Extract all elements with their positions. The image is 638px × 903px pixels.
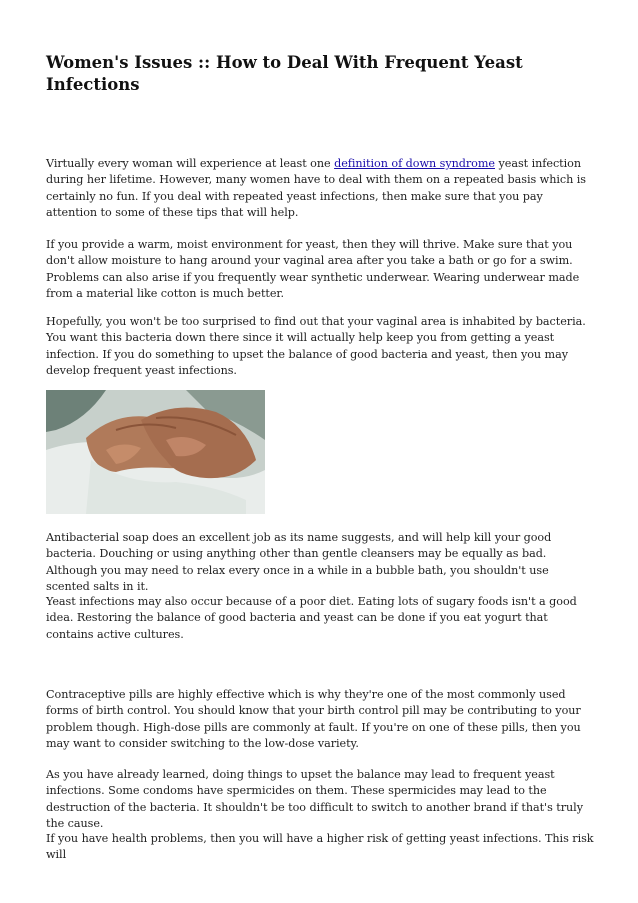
paragraph-2: If you provide a warm, moist environment for yeast, then they will thrive. Make sure that you don't allow moisture to hang around your vaginal area after you take a bath or go for a swim. Problems can also arise if you frequently wear synthetic underwear. Wearing underwear made from a material like cotton is much better.	[46, 238, 580, 301]
paragraph-4: Antibacterial soap does an excellent job as its name suggests, and will help kill your good bacteria. Douching or using anything other than gentle cleansers may be equally as bad. Although you may need to relax every once in a while in a bubble bath, you shouldn't use scented salts in it.	[46, 531, 552, 594]
paragraph-6: Contraceptive pills are highly effective which is why they're one of the most commonly used forms of birth control. You should know that your birth control pill may be contributing to your problem though. High-dose pills are commonly at fault. If you're on one of these pills, then you may want to consider switching to the low-dose variety.	[46, 688, 581, 751]
hands-photo	[46, 390, 265, 514]
article-title: Women's Issues :: How to Deal With Frequent Yeast Infections	[46, 53, 523, 94]
paragraph-1-text-a: Virtually every woman will experience at least one	[46, 157, 335, 170]
paragraph-3: Hopefully, you won't be too surprised to find out that your vaginal area is inhabited by bacteria. You want this bacteria down there since it will actually help keep you from getting a yeast infection. If you do something to upset the balance of good bacteria and yeast, then you may develop frequent yeast infections.	[46, 315, 586, 378]
paragraph-7: As you have already learned, doing things to upset the balance may lead to frequent yeast infections. Some condoms have spermicides on them. These spermicides may lead to the destruction of the bacteria. It shouldn't be too difficult to switch to another brand if that's truly the cause.	[46, 768, 583, 831]
paragraph-1-text-b: yeast infection during her lifetime. However, many women have to deal with them on a repeated basis which is certainly no fun. If you deal with repeated yeast infections, then make sure that you pay attention to some of these tips that will help.	[46, 157, 586, 220]
hands-image	[46, 390, 265, 514]
paragraph-8: If you have health problems, then you will have a higher risk of getting yeast infections. This risk will	[46, 832, 594, 862]
paragraph-1	[46, 156, 594, 222]
down-syndrome-link[interactable]: definition of down syndrome	[334, 157, 495, 170]
paragraph-5: Yeast infections may also occur because of a poor diet. Eating lots of sugary foods isn't a good idea. Restoring the balance of good bacteria and yeast can be done if you eat yogurt that contains active cultures.	[46, 595, 577, 641]
